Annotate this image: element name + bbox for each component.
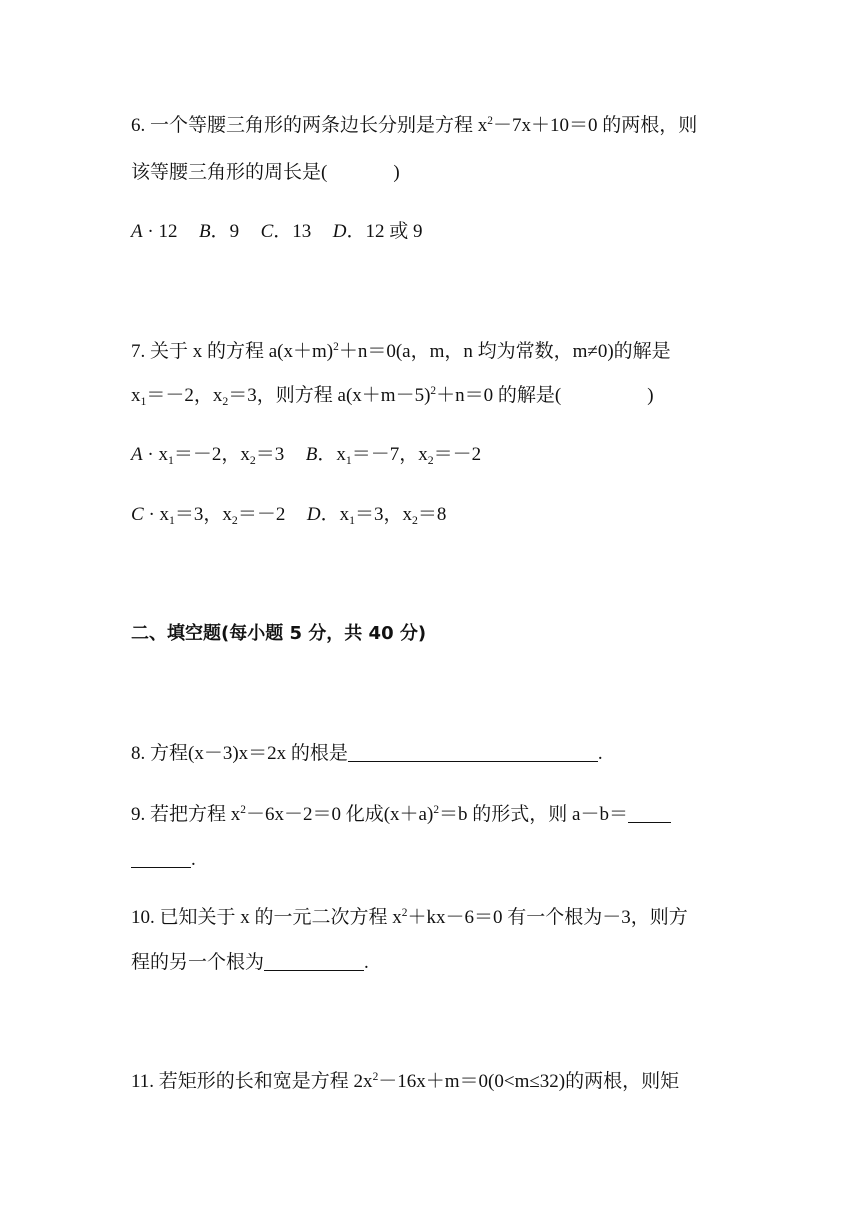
q6-option-c: 13 bbox=[292, 221, 312, 242]
q11-line-1 bbox=[131, 1070, 679, 1096]
q8-number: 8. bbox=[131, 743, 146, 764]
q6-superscript: 2 bbox=[487, 114, 493, 127]
q10-line-2 bbox=[131, 951, 369, 975]
q9-line-2 bbox=[131, 848, 196, 872]
q6-text-c: ，则 bbox=[659, 115, 698, 136]
q7-option-a-letter: A bbox=[131, 444, 143, 465]
q6-text-b: －7x＋10＝0 的两根 bbox=[492, 115, 660, 136]
q7-option-b-letter: B bbox=[305, 444, 318, 465]
q8-period: . bbox=[597, 743, 603, 764]
q7-number: 7. bbox=[131, 341, 146, 362]
q6-stem-end: 该等腰三角形的周长是( bbox=[131, 162, 328, 183]
q10-superscript: 2 bbox=[401, 906, 408, 919]
q7-option-c-letter: C bbox=[131, 504, 144, 525]
q7-x1: x bbox=[131, 385, 141, 406]
q9-answer-blank-2[interactable] bbox=[131, 849, 191, 868]
q6-line-2 bbox=[131, 161, 400, 185]
q6-close-paren: ) bbox=[393, 162, 400, 183]
q9-text-a: 若把方程 x bbox=[150, 804, 241, 825]
q6-option-d-letter: D bbox=[332, 221, 347, 242]
q7-text-c: ＝3，则方程 a(x＋m－5) bbox=[228, 385, 431, 406]
q11-text-b: －16x＋m＝0(0<m≤32)的两根，则矩 bbox=[378, 1071, 680, 1092]
q6-option-b: 9 bbox=[229, 221, 240, 242]
q8-answer-blank[interactable] bbox=[348, 743, 598, 762]
q7-superscript-1: 2 bbox=[333, 340, 339, 353]
q10-line-1 bbox=[131, 906, 688, 932]
q7-close-paren: ) bbox=[647, 385, 654, 406]
q11-superscript: 2 bbox=[372, 1070, 379, 1083]
q7-sub-1: 1 bbox=[140, 394, 147, 408]
q7-option-c: $x_1=3$，$x_2=-2$ bbox=[159, 504, 286, 527]
q9-number: 9. bbox=[131, 804, 146, 825]
q7-options-cd: $C \cdot x_1=3$，$x_2=-2$ D．$x_1=3$，$x_2=8$ bbox=[131, 504, 447, 527]
q7-option-b: $x_1=-7$，$x_2=-2$ bbox=[336, 444, 482, 467]
q11-text-a: 若矩形的长和宽是方程 2x bbox=[158, 1071, 373, 1092]
q11-number: 11. bbox=[131, 1071, 155, 1092]
q6-text-a: 一个等腰三角形的两条边长分别是方程 x bbox=[150, 115, 488, 136]
q10-text-c: 程的另一个根为 bbox=[131, 952, 265, 973]
q7-line-1 bbox=[131, 340, 671, 366]
q7-options-ab: $A \cdot x_1=-2$，$x_2=3$ B．$x_1=-7$，$x_2=-2$ bbox=[131, 444, 482, 467]
q6-option-b-letter: B bbox=[198, 221, 211, 242]
q9-answer-blank-1[interactable] bbox=[628, 804, 671, 823]
q10-text-a: 已知关于 x 的一元二次方程 x bbox=[159, 907, 402, 928]
q10-number: 10. bbox=[131, 907, 155, 928]
section-heading: 二、填空题(每小题 5 分，共 40 分) bbox=[131, 623, 427, 644]
q10-text-b: ＋kx－6＝0 有一个根为－3，则方 bbox=[407, 907, 688, 928]
q7-option-a: $x_1=-2$，$x_2=3$ bbox=[158, 444, 285, 467]
q7-text-a: 关于 x 的方程 a(x＋m) bbox=[150, 341, 334, 362]
q9-text-b: －6x－2＝0 化成(x＋a) bbox=[245, 804, 434, 825]
q9-line-1 bbox=[131, 803, 671, 829]
q7-option-d-letter: D bbox=[306, 504, 321, 525]
q9-text-c: ＝b 的形式，则 a－b＝ bbox=[439, 804, 628, 825]
q7-option-d: $x_1=3$，$x_2=8$ bbox=[339, 504, 447, 527]
q6-option-a: 12 bbox=[158, 221, 178, 242]
q6-line-1 bbox=[131, 114, 697, 140]
q6-option-d: 12 或 9 bbox=[365, 221, 423, 242]
q10-answer-blank[interactable] bbox=[264, 952, 364, 971]
q7-mid: ＝－2，x bbox=[146, 385, 223, 406]
q7-text-b: ＋n＝0(a，m，n 均为常数，m≠0)的解是 bbox=[338, 341, 671, 362]
q8-text: 方程(x－3)x＝2x 的根是 bbox=[150, 743, 348, 764]
q10-period: . bbox=[364, 952, 369, 973]
q8-line bbox=[131, 742, 603, 766]
q6-option-c-letter: C bbox=[260, 221, 274, 242]
q7-sub-2: 2 bbox=[222, 394, 229, 408]
q6-number: 6. bbox=[131, 115, 146, 136]
q6-options: A · 12 B．9 C．13 D．12 或 9 bbox=[131, 221, 423, 242]
q6-option-a-letter: A bbox=[131, 221, 143, 242]
q9-superscript-1: 2 bbox=[240, 803, 246, 816]
q9-superscript-2: 2 bbox=[433, 803, 440, 816]
q7-text-d: ＋n＝0 的解是( bbox=[436, 385, 562, 406]
q7-line-2 bbox=[131, 384, 654, 410]
q7-superscript-2: 2 bbox=[430, 384, 437, 397]
q9-period: . bbox=[191, 849, 196, 870]
